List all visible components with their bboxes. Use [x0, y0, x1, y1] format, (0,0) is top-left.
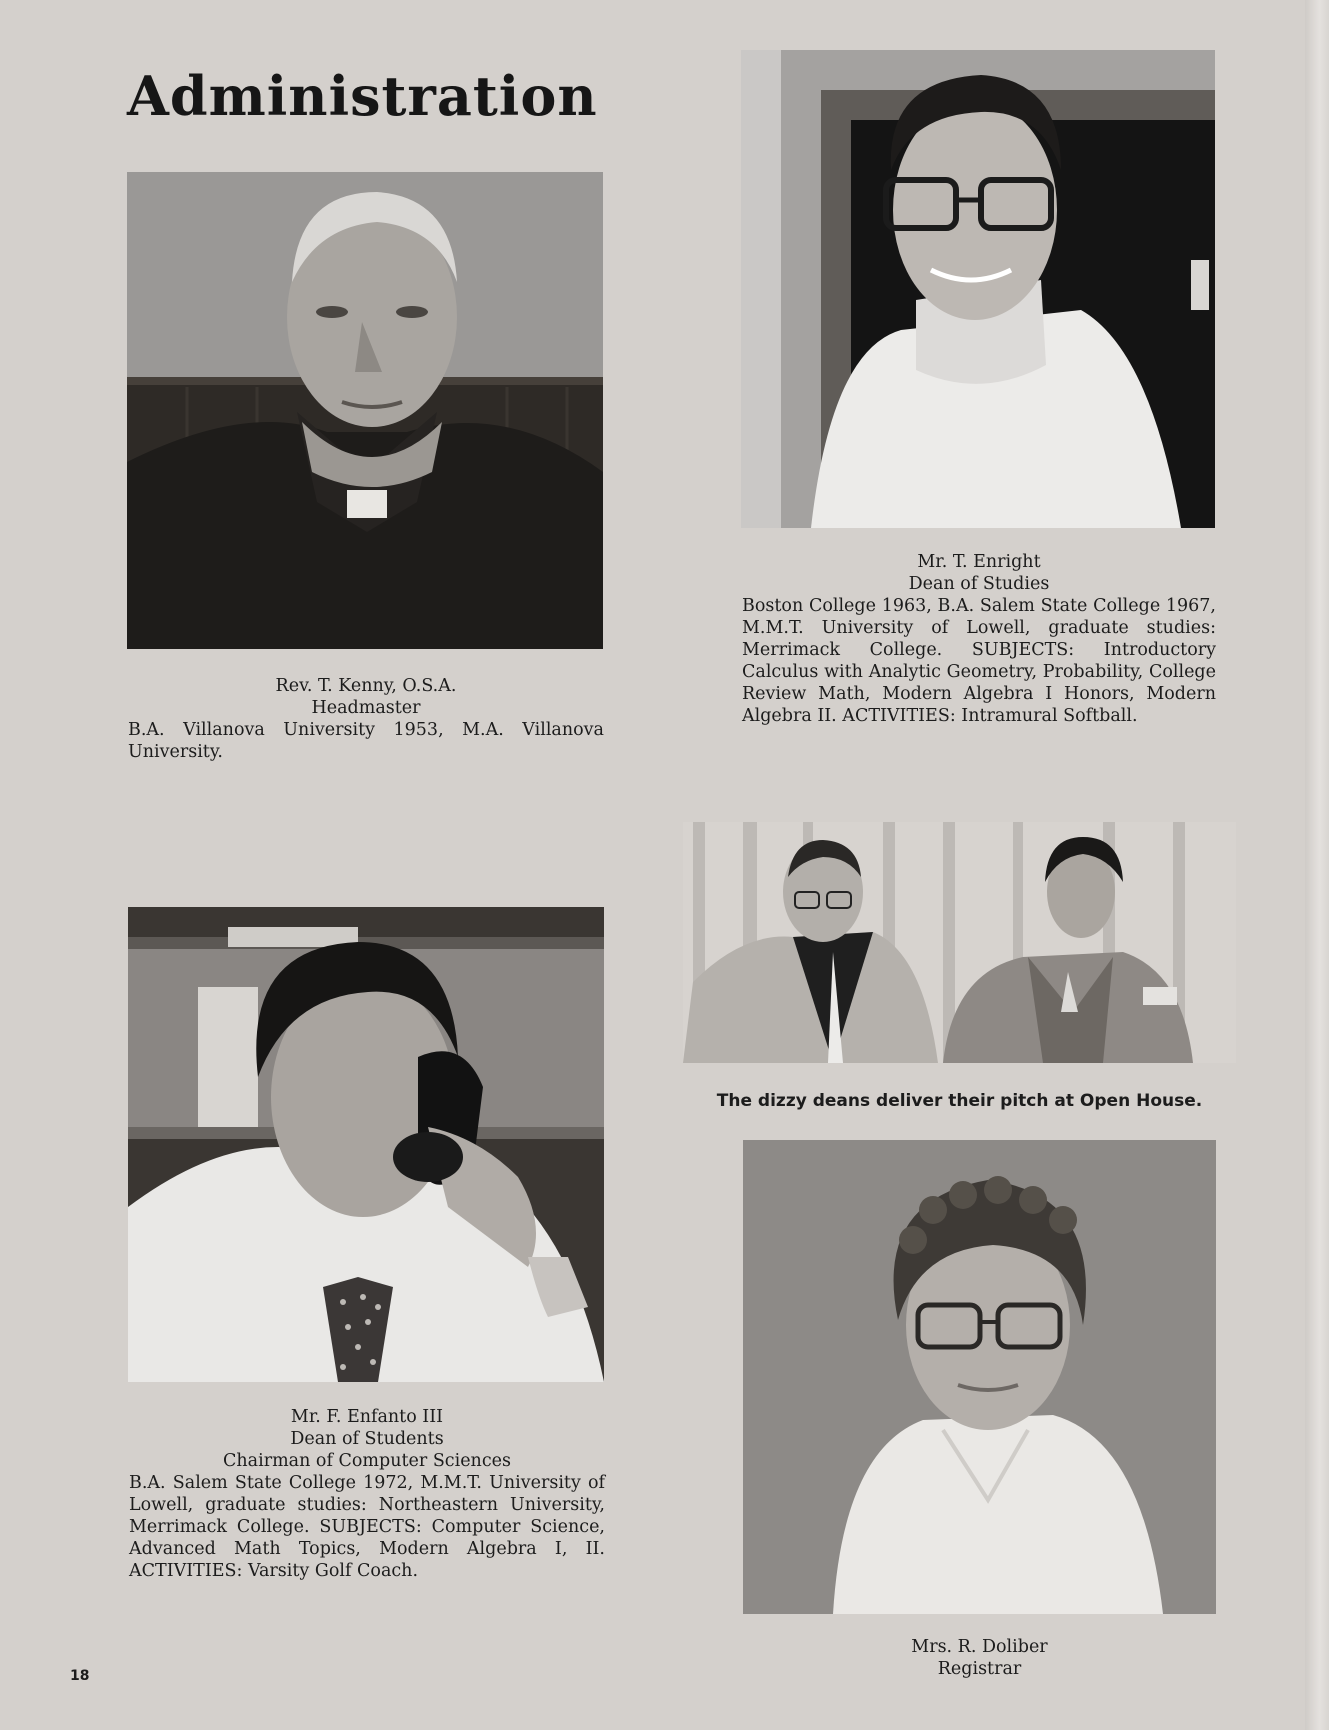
kenny-caption [128, 675, 604, 763]
page-edge [1305, 0, 1329, 1730]
doliber-role: Registrar [937, 1659, 1022, 1679]
page-title: Administration [127, 64, 598, 128]
enright-name: Mr. T. Enright [917, 552, 1041, 572]
doliber-caption [743, 1636, 1216, 1680]
kenny-name: Rev. T. Kenny, O.S.A. [275, 676, 457, 696]
kenny-bio: B.A. Villanova University 1953, M.A. Villanova University. [128, 720, 604, 762]
enright-bio: Boston College 1963, B.A. Salem State College 1967, M.M.T. University of Lowell, graduate studies: Merrimack College. SUBJECTS: Introductory Calculus with Analytic Geometry, Probability, College Review Math, Modern Algebra I Honors, Modern Algebra II. ACTIVITIES: Intramural Softball. [742, 596, 1216, 726]
enright-role: Dean of Studies [908, 574, 1050, 594]
enfanto-role: Dean of Students [290, 1429, 444, 1449]
enfanto-photo [128, 907, 604, 1382]
enfanto-role2: Chairman of Computer Sciences [223, 1451, 511, 1471]
kenny-photo [127, 172, 603, 649]
enright-caption [742, 551, 1216, 727]
enfanto-caption [129, 1406, 605, 1582]
deans-photo [683, 822, 1236, 1063]
doliber-name: Mrs. R. Doliber [911, 1637, 1048, 1657]
page-number: 18 [70, 1668, 90, 1684]
deans-photo-caption: The dizzy deans deliver their pitch at Open House. [716, 1091, 1203, 1111]
kenny-role: Headmaster [311, 698, 421, 718]
enfanto-name: Mr. F. Enfanto III [290, 1407, 444, 1427]
doliber-photo [743, 1140, 1216, 1614]
enright-photo [741, 50, 1215, 528]
enfanto-bio: B.A. Salem State College 1972, M.M.T. University of Lowell, graduate studies: Northeastern University, Merrimack College. SUBJECTS: Computer Science, Advanced Math Topics, Modern Algebra I, II. ACTIVITIES: Varsity Golf Coach. [129, 1473, 605, 1581]
